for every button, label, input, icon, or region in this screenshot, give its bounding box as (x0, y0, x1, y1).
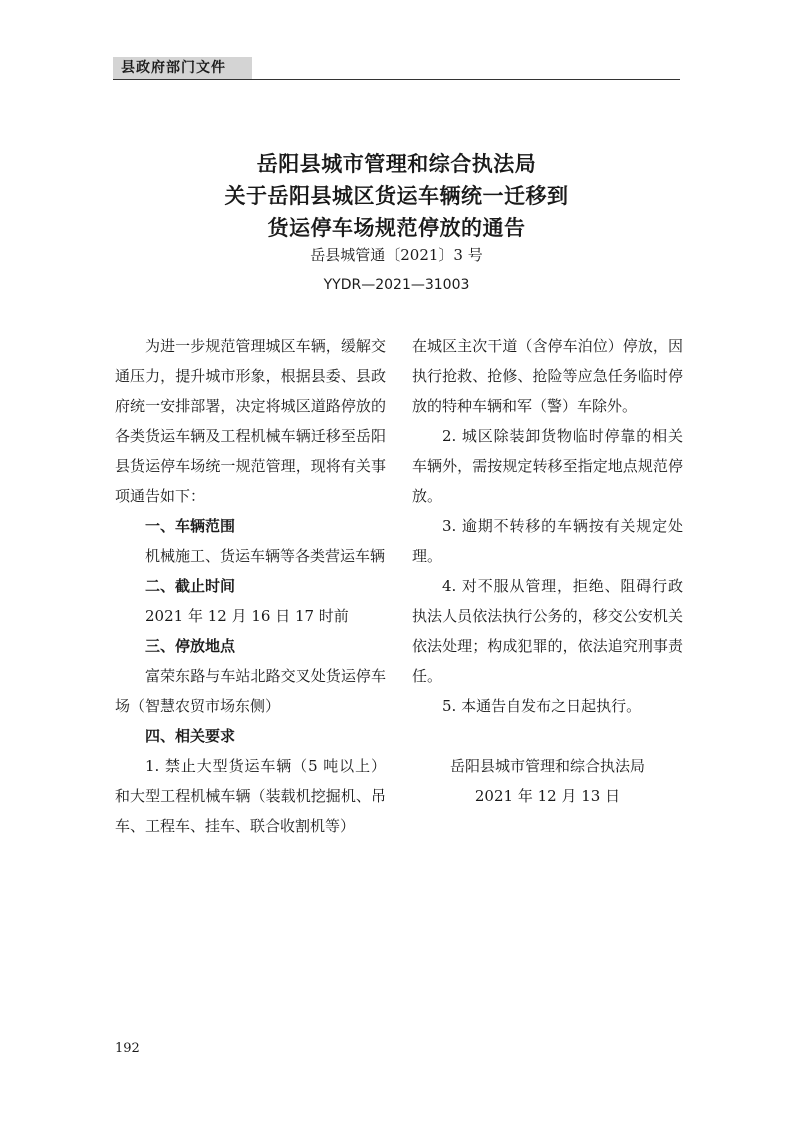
requirement-5: 5. 本通告自发布之日起执行。 (442, 697, 642, 715)
document-number: 岳县城管通〔2021〕3 号 (310, 246, 483, 264)
issuer-signature: 岳阳县城市管理和综合执法局 (449, 757, 645, 775)
notice-title-line-1: 岳阳县城市管理和综合执法局 (256, 152, 537, 176)
section-heading-vehicle-scope: 一、车辆范围 (145, 517, 236, 535)
body-column-right (412, 331, 683, 811)
section-heading-parking-location: 三、停放地点 (145, 637, 236, 655)
requirement-1-continued: 在城区主次干道（含停车泊位）停放，因执行抢救、抢修、抢险等应急任务临时停放的特种车辆和军（警）车除外。 (412, 337, 683, 415)
page-number: 192 (115, 1041, 140, 1056)
header-divider (113, 79, 680, 80)
notice-title-line-2: 关于岳阳县城区货运车辆统一迁移到 (224, 184, 569, 208)
requirement-2: 2. 城区除装卸货物临时停靠的相关车辆外，需按规定转移至指定地点规范停放。 (412, 427, 683, 505)
body-column-left (115, 331, 386, 841)
requirement-3: 3. 逾期不转移的车辆按有关规定处理。 (412, 517, 683, 565)
requirement-1-start: 1. 禁止大型货运车辆（5 吨以上）和大型工程机械车辆（装载机挖掘机、吊车、工程车、挂车、联合收割机等） (115, 757, 386, 835)
notice-title-line-3: 货运停车场规范停放的通告 (267, 216, 526, 240)
section-heading-requirements: 四、相关要求 (145, 727, 236, 745)
issue-date: 2021 年 12 月 13 日 (474, 787, 621, 805)
intro-paragraph: 为进一步规范管理城区车辆，缓解交通压力，提升城市形象，根据县委、县政府统一安排部署，决定将城区道路停放的各类货运车辆及工程机械车辆迁移至岳阳县货运停车场统一规范管理，现将有关事项通告如下： (115, 337, 386, 505)
document-category-tab: 县政府部门文件 (113, 57, 252, 79)
registration-code: YYDR—2021—31003 (323, 277, 470, 293)
vehicle-scope-text: 机械施工、货运车辆等各类营运车辆 (145, 547, 386, 565)
section-heading-deadline: 二、截止时间 (145, 577, 236, 595)
requirement-4: 4. 对不服从管理，拒绝、阻碍行政执法人员依法执行公务的，移交公安机关依法处理；构成犯罪的，依法追究刑事责任。 (412, 577, 683, 685)
deadline-text: 2021 年 12 月 16 日 17 时前 (145, 607, 349, 625)
signature-spacer (412, 721, 683, 751)
parking-location-text: 富荣东路与车站北路交叉处货运停车场（智慧农贸市场东侧） (115, 667, 386, 715)
